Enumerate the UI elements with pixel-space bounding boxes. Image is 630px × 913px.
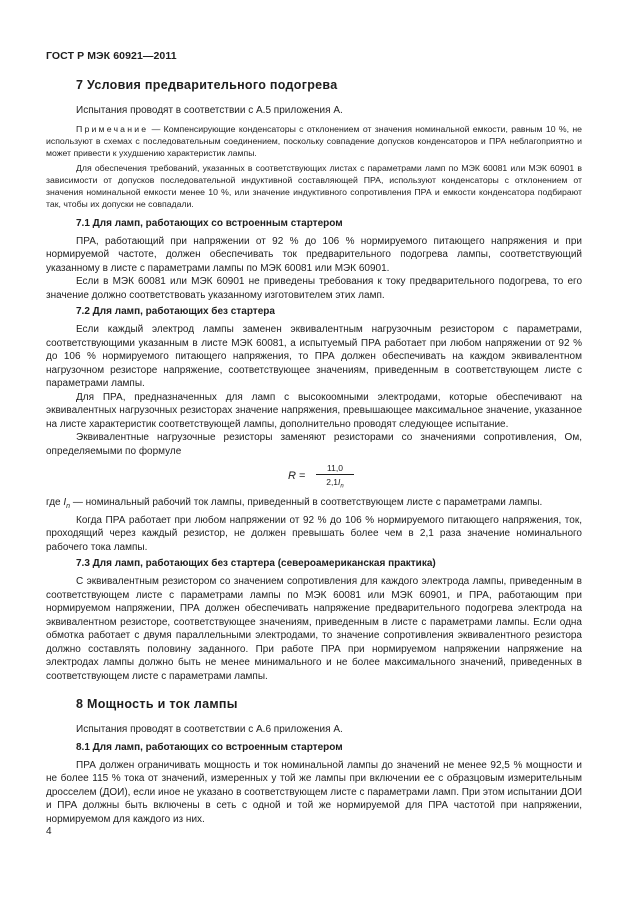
note-label: Примечание [76,123,149,134]
section-7-title: 7 Условия предварительного подогрева [76,78,338,92]
formula-denominator: $2,1I_n$ [326,477,344,490]
formula-explanation: где $I_n$ — номинальный рабочий ток лампы, приведенный в соответствующем листе с параметрами лампы. [46,497,543,510]
section-7-2-paragraph-3: Эквивалентные нагрузочные резисторы заменяют резисторами со значениями сопротивления, Ом, определяемыми по формуле [46,432,582,457]
formula-variable: R [288,470,296,482]
resistance-formula [46,462,582,496]
section-7-intro: Испытания проводят в соответствии с А.5 приложения А. [76,105,343,116]
note-paragraph-2: Для обеспечения требований, указанных в соответствующих листах с параметрами ламп по МЭК 60081 или МЭК 60901 в зависимости от допусков последовательной индуктивной составляющей ПРА, используют конденсаторы с отклонением от значения номинальной емкости менее 10 %, или значение индуктивного сопротивления ПРА и емкости конденсатора подбирают так, чтобы их допуски не совпадали. [46,162,582,209]
section-7-2-paragraph-4: Когда ПРА работает при любом напряжении от 92 % до 106 % нормируемого питающего напряжения, ток, проходящий через каждый резистор, не должен превышать более чем в 2,1 раза значение номинального рабочего тока лампы. [46,514,582,553]
section-8-1-paragraph-1: ПРА должен ограничивать мощность и ток номинальной лампы до значений не менее 92,5 % мощности и не более 115 % тока от значений, измеренных у той же лампы при включении ее с образцовым измерительным дросселем (ДОИ), если иное не указано в соответствующем листе с параметрами ламп. При этом испытании ДОИ и ПРА должны быть включены в сеть с одной и той же нормируемой для ПРА частотой при напряжении, нормируемом для каждого из них. [46,759,582,825]
page-content [46,78,582,826]
section-7-1-title: 7.1 Для ламп, работающих со встроенным стартером [76,217,343,229]
note-paragraph [46,123,582,159]
formula-numerator: 11,0 [316,463,354,475]
section-7-3-paragraph-1: С эквивалентным резистором со значением сопротивления для каждого электрода лампы, приведенным в соответствующем листе с параметрами лампы по МЭК 60081 или МЭК 60901, и ПРА, работающим при нормируемом напряжении, ПРА должен обеспечивать напряжение предварительного подогрева электрода на эквивалентном резисторе, соответствующее значениям, приведенным в листе с параметрами лампы. Если одна обмотка работает с двумя параллельными электродами, то значение сопротивления эквивалентного резистора должно составлять половину заданного. При работе ПРА при нормируемом напряжении напряжение на электродах лампы должно быть не менее минимального и не более максимального значений, приведенных в соответствующем листе с параметрами лампы. [46,576,582,682]
section-7-2-paragraph-1: Если каждый электрод лампы заменен эквивалентным нагрузочным резистором с параметрами, соответствующими указанным в листе МЭК 60081, а испытуемый ПРА работает при любом напряжении от 92 % до 106 % нормируемого питающего напряжения, то ПРА должен обеспечивать на каждом эквивалентном нагрузочном резисторе напряжение, соответствующее значениям, приведенным в соответствующем листе с параметрами лампы. [46,324,582,389]
page-number: 4 [46,826,52,837]
note-text: — Компенсирующие конденсаторы с отклонением от значения номинальной емкости, равным 10 %, не используют в схемах с последовательным соединением, поскольку совпадение допусков конденсаторов и ПРА неблагоприятно и может привести к ухудшению характеристик лампы. [46,123,582,158]
section-7-1-paragraph-1: ПРА, работающий при напряжении от 92 % до 106 % нормируемого питающего напряжения и при нормируемой частоте, должен обеспечивать ток предварительного подогрева лампы, соответствующий указанному в листе с параметрами лампы по МЭК 60081 или МЭК 60901. [46,235,582,274]
section-8-intro: Испытания проводят в соответствии с А.6 приложения А. [76,724,343,735]
section-7-1-paragraph-2: Если в МЭК 60081 или МЭК 60901 не приведены требования к току предварительного подогрева, то его значение должно соответствовать указанному изготовителем этих ламп. [46,276,582,301]
section-7-3-title: 7.3 Для ламп, работающих без стартера (североамериканская практика) [76,558,436,569]
document-header: ГОСТ Р МЭК 60921—2011 [46,50,177,62]
section-8-title: 8 Мощность и ток лампы [76,697,238,711]
formula-equals: = [299,470,306,482]
section-8-1-title: 8.1 Для ламп, работающих со встроенным стартером [76,741,343,753]
section-7-2-paragraph-2: Для ПРА, предназначенных для ламп с высокоомными электродами, которые обеспечивают на эквивалентных нагрузочных резисторах значение напряжения, превышающее максимальное значение, указанное на листе характеристик соответствующей лампы, дополнительно проводят следующее испытание. [46,391,582,430]
section-7-2-title: 7.2 Для ламп, работающих без стартера [76,306,275,317]
